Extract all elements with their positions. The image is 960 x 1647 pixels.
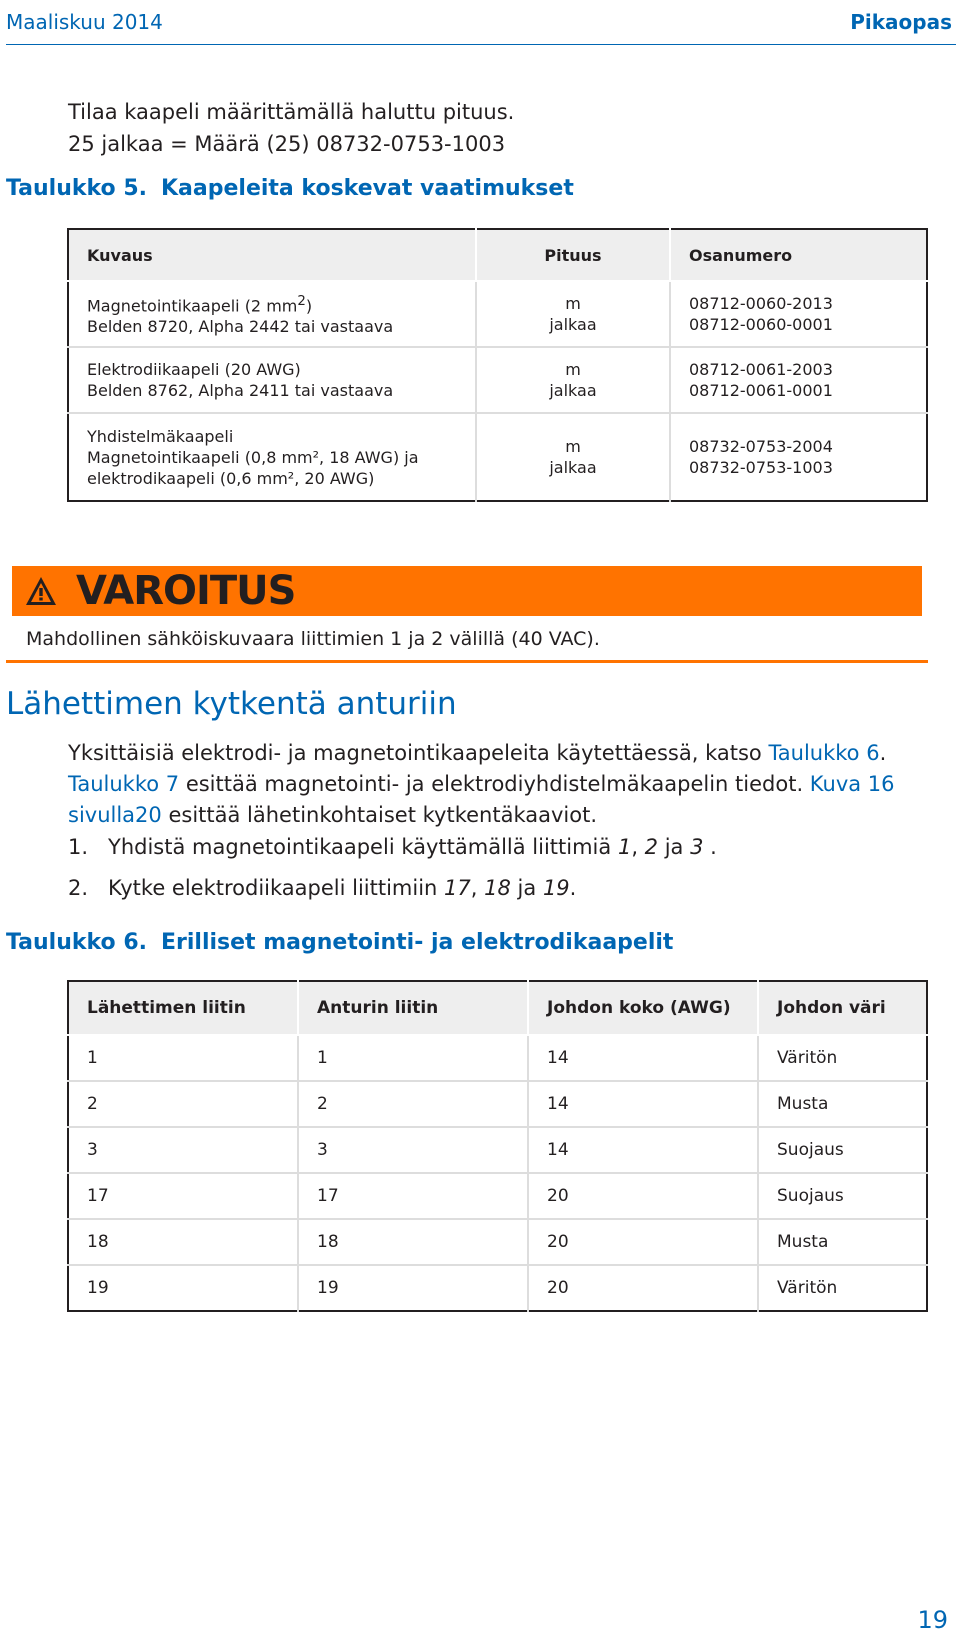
step-end: . [703,835,717,859]
step-1 [68,835,938,859]
intro-text [68,96,514,160]
warning-triangle-icon [25,576,57,606]
paragraph-text: Yksittäisiä elektrodi- ja magnetointikaapeleita käytettäessä, katso [68,741,769,765]
length-meters: m [565,294,581,313]
step-separator: , [470,876,485,900]
length-feet: jalkaa [549,315,597,334]
cell-sensor-terminal: 1 [298,1035,528,1081]
cell-sensor-terminal: 18 [298,1219,528,1265]
desc-line-1: Elektrodiikaapeli (20 AWG) [87,360,301,379]
cell-wire-gauge: 14 [528,1035,758,1081]
desc-superscript: 2 [297,293,306,309]
cell-wire-color: Musta [758,1219,927,1265]
part-number-1: 08732-0753-2004 [689,437,833,456]
cell-transmitter-terminal: 2 [68,1081,298,1127]
length-meters: m [565,360,581,379]
cell-wire-color: Suojaus [758,1127,927,1173]
step-number: 1. [68,835,89,859]
paragraph-text: esittää magnetointi- ja elektrodiyhdistelmäkaapelin tiedot. [179,772,810,796]
row-length [476,347,670,413]
row-part-number [670,281,927,347]
link-taulukko-7[interactable]: Taulukko 7 [68,772,180,796]
table5-number: Taulukko 5. [6,176,147,201]
cell-wire-gauge: 14 [528,1081,758,1127]
cell-transmitter-terminal: 19 [68,1265,298,1311]
length-meters: m [565,437,581,456]
section-body [68,738,938,831]
link-kuva-16[interactable]: Kuva 16 [809,772,895,796]
terminal-number: 19 [542,876,570,900]
link-sivulla20[interactable]: sivulla20 [68,803,162,827]
row-description [68,347,476,413]
section-title: Lähettimen kytkentä anturiin [6,686,457,722]
cell-transmitter-terminal: 3 [68,1127,298,1173]
table-row [68,413,927,501]
cell-sensor-terminal: 17 [298,1173,528,1219]
warning-divider [6,660,928,663]
row-length [476,281,670,347]
cell-transmitter-terminal: 18 [68,1219,298,1265]
cell-sensor-terminal: 19 [298,1265,528,1311]
cell-sensor-terminal: 2 [298,1081,528,1127]
part-number-2: 08712-0061-0001 [689,381,833,400]
table-header-row [68,229,927,281]
cell-wire-gauge: 20 [528,1173,758,1219]
terminal-number: 1 [617,835,632,859]
header-wire-color: Johdon väri [758,981,927,1035]
paragraph-3 [68,800,938,831]
terminal-number: 3 [690,835,704,859]
part-number-2: 08712-0060-0001 [689,315,833,334]
header-part-number: Osanumero [670,229,927,281]
header-wire-gauge: Johdon koko (AWG) [528,981,758,1035]
separate-cables-table [67,980,928,1312]
terminal-number: 18 [484,876,511,900]
table-row [68,1219,927,1265]
table5-title: Kaapeleita koskevat vaatimukset [161,176,574,201]
step-text: Yhdistä magnetointikaapeli käyttämällä liittimiä [108,835,618,859]
paragraph-text: . [879,741,887,765]
cell-wire-color: Suojaus [758,1173,927,1219]
paragraph-2 [68,769,938,800]
table-row [68,1265,927,1311]
part-number-1: 08712-0061-2003 [689,360,833,379]
table-row [68,1035,927,1081]
intro-line-2: 25 jalkaa = Määrä (25) 08732-0753-1003 [68,132,506,156]
warning-text: Mahdollinen sähköiskuvaara liittimien 1 ja 2 välillä (40 VAC). [26,628,600,650]
step-end: . [569,876,577,900]
row-part-number [670,347,927,413]
table6-number: Taulukko 6. [6,930,147,955]
cell-transmitter-terminal: 17 [68,1173,298,1219]
warning-title: VAROITUS [76,568,296,614]
row-length [476,413,670,501]
table-row [68,1081,927,1127]
step-separator: ja [510,876,543,900]
header-date: Maaliskuu 2014 [6,10,163,34]
table-row [68,1127,927,1173]
step-number: 2. [68,876,89,900]
cell-wire-gauge: 20 [528,1265,758,1311]
table-row [68,347,927,413]
table-row [68,1173,927,1219]
row-description [68,413,476,501]
header-sensor-terminal: Anturin liitin [298,981,528,1035]
cell-sensor-terminal: 3 [298,1127,528,1173]
desc-line-1 [87,291,457,316]
page-header [6,6,956,45]
table6-title: Erilliset magnetointi- ja elektrodikaapelit [161,930,674,955]
desc-line-1: Yhdistelmäkaapeli [87,426,234,446]
header-transmitter-terminal: Lähettimen liitin [68,981,298,1035]
page-number: 19 [917,1606,948,1634]
length-feet: jalkaa [549,458,597,477]
intro-line-1: Tilaa kaapeli määrittämällä haluttu pituus. [68,100,515,124]
paragraph-1 [68,738,938,769]
row-description [68,281,476,347]
cell-wire-color: Väritön [758,1035,927,1081]
desc-text: Magnetointikaapeli (2 mm [87,296,298,316]
cell-wire-color: Väritön [758,1265,927,1311]
header-description: Kuvaus [68,229,476,281]
desc-line-3: elektrodikaapeli (0,6 mm², 20 AWG) [87,468,375,488]
desc-text-end: ) [305,296,313,316]
header-title: Pikaopas [850,10,952,34]
step-text: Kytke elektrodiikaapeli liittimiin [108,876,445,900]
table-header-row [68,981,927,1035]
table6-caption [6,930,673,955]
header-length: Pituus [476,229,670,281]
cell-wire-gauge: 14 [528,1127,758,1173]
terminal-number: 2 [644,835,659,859]
cell-wire-color: Musta [758,1081,927,1127]
row-part-number [670,413,927,501]
desc-line-2: Belden 8720, Alpha 2442 tai vastaava [87,317,394,337]
part-number-2: 08732-0753-1003 [689,458,833,477]
step-separator: , [631,835,645,859]
link-taulukko-6[interactable]: Taulukko 6 [768,741,880,765]
part-number-1: 08712-0060-2013 [689,294,833,313]
desc-line-2: Magnetointikaapeli (0,8 mm², 18 AWG) ja [87,447,419,467]
cable-requirements-table [67,228,928,502]
table-row [68,281,927,347]
step-separator: ja [658,835,691,859]
cell-wire-gauge: 20 [528,1219,758,1265]
terminal-number: 17 [444,876,471,900]
length-feet: jalkaa [549,381,597,400]
cell-transmitter-terminal: 1 [68,1035,298,1081]
paragraph-text: esittää lähetinkohtaiset kytkentäkaaviot. [161,803,597,827]
desc-line-2: Belden 8762, Alpha 2411 tai vastaava [87,381,394,400]
step-2 [68,876,938,900]
table5-caption [6,176,574,201]
